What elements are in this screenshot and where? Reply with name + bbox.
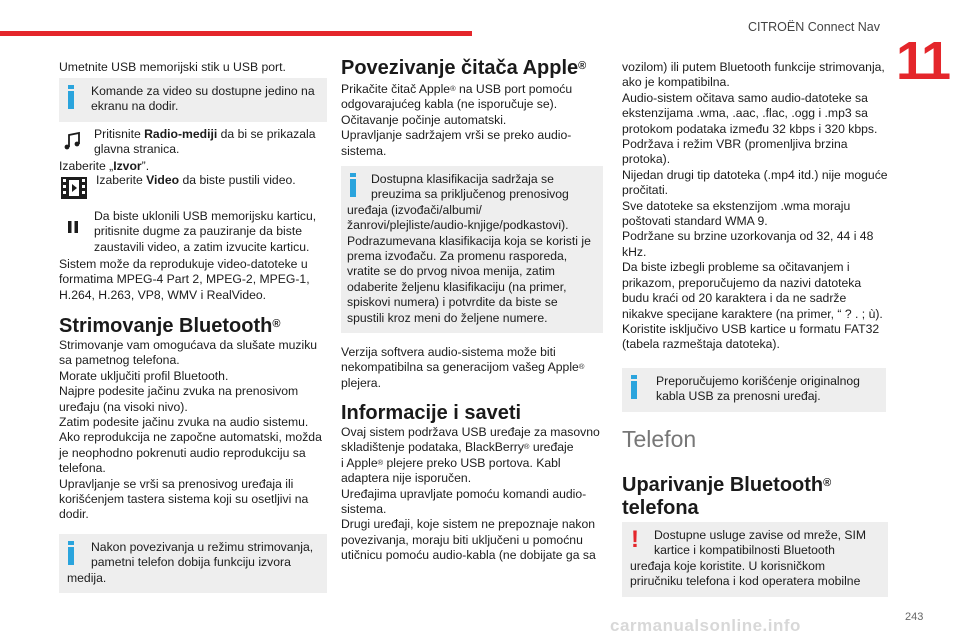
music-note-icon (59, 127, 87, 155)
apple-player-text: Prikačite čitač Apple® na USB port pomoću odgovarajućeg kabla (ne isporučuje se). Očitavanje počinje automatski. Upravljanje sadržajem vrši se preko audio-sistema. (341, 82, 573, 158)
info-note-streaming: Nakon povezivanja u režimu strimovanja, pametni telefon dobija funkciju izvora medija. (59, 534, 327, 593)
video-label: Video (146, 173, 180, 187)
info-icon (350, 173, 356, 197)
bluetooth-pairing-heading: Uparivanje Bluetooth® telefona (622, 474, 832, 519)
pause-instructions: Da biste uklonili USB memorijsku karticu, pritisnite dugme za pauziranje da biste zaustavili video, a zatim izvucite karticu. (94, 209, 317, 254)
chapter-number: 11 (896, 31, 950, 91)
info-tips-text: Ovaj sistem podržava USB uređaje za masovno skladištenje podataka, BlackBerry® uređaje i Apple® plejere preko USB portova. Kabl adaptera nije isporučen. Uređajima upravljate pomoću komandi audio-sistema. Drugi uređaji, koje sistem ne prepoznaje nakon povezivanja, moraju biti uključeni u pomoćnu utičnicu pomoću audio-kabla (ne dobijate ga sa (341, 425, 600, 563)
info-icon (631, 375, 637, 399)
film-icon (59, 173, 89, 203)
radio-media-step: Pritisnite Radio-mediji da bi se prikazala glavna stranica. (59, 127, 327, 158)
info-tips-heading: Informacije i saveti (341, 402, 522, 424)
info-icon (68, 85, 74, 109)
pause-icon (59, 213, 87, 241)
warning-note-services: ! Dostupne usluge zavise od mreže, SIM kartice i kompatibilnosti Bluetooth uređaja koje koristite. U korisničkom priručniku telefona i kod operatera mobilne (622, 522, 888, 597)
video-step: Izaberite Video da biste pustili video. (59, 173, 327, 203)
radio-mediji-label: Radio-mediji (144, 127, 218, 141)
page-number: 243 (905, 611, 924, 623)
header-red-bar (0, 31, 472, 36)
select-source-text: Izaberite „Izvor”. (59, 159, 150, 173)
watermark: carmanualsonline.info (610, 616, 801, 635)
bluetooth-streaming-text: Strimovanje vam omogućava da slušate muziku sa pametnog telefona. Morate uključiti profil Bluetooth. Najpre podesite jačinu zvuka na prenosivom uređaju (na visoki nivo). Zatim podesite jačinu zvuka na audio sistemu. Ako reprodukcija ne započne automatski, možda je neophodno pokrenuti audio reprodukciju sa telefona. Upravljanje se vrši sa prenosivog uređaja ili korišćenjem tastera sistema koji su osetljivi na dodir. (59, 338, 322, 522)
pause-step (59, 209, 327, 255)
info-icon (68, 541, 74, 565)
audio-formats-text: vozilom) ili putem Bluetooth funkcije strimovanja, ako je kompatibilna. Audio-sistem očitava samo audio-datoteke sa ekstenzijama .wma, .aac, .flac, .ogg i .mp3 sa protokom podataka između 32 kbps i 320 kbps. Podržava i režim VBR (promenljiva brzina protoka). Nijedan drugi tip datoteka (.mp4 itd.) nije moguće pročitati. Sve datoteke sa ekstenzijom .wma moraju poštovati standard WMA 9. Podržane su brzine uzorkovanja od 32, 44 i 48 kHz. Da biste izbegli probleme sa očitavanjem i prikazom, preporučujemo da nazivi datoteka budu kraći od 20 karaktera i da ne sadrže nikakve specijane karaktere (na primer, “ ? . ; ù). Koristite isključivo USB kartice u formatu FAT32 (tabela razmeštaja datoteka). (622, 60, 888, 352)
usb-insert-text: Umetnite USB memorijski stik u USB port. (59, 60, 286, 74)
apple-player-heading: Povezivanje čitača Apple® (341, 57, 587, 79)
info-note-classification: Dostupna klasifikacija sadržaja se preuzima sa priključenog prenosivog uređaja (izvođači/albumi/žanrovi/plejliste/audio-knjige/podkastovi). Podrazumevana klasifikacija koja se koristi je prema izvođaču. Za promenu rasporeda, vratite se do prvog nivoa menija, zatim odaberite željenu klasifikaciju (na primer, spiskovi numera) i potvrdite da biste se spustili kroz meni do željene numere. (341, 166, 603, 333)
info-note-text: Komande za video su dostupne jedino na ekranu na dodir. (91, 84, 315, 114)
warning-icon: ! (631, 526, 639, 553)
info-note-video (59, 78, 327, 122)
info-note-cable: Preporučujemo korišćenje originalnog kabla USB za prenosni uređaj. (622, 368, 886, 412)
video-formats-text: Sistem može da reprodukuje video-datoteke u formatima MPEG-4 Part 2, MPEG-2, MPEG-1, H.264, H.263, VP8, WMV i RealVideo. (59, 257, 310, 302)
telefon-heading: Telefon (622, 426, 697, 452)
bluetooth-streaming-heading: Strimovanje Bluetooth® (59, 315, 281, 337)
software-version-text: Verzija softvera audio-sistema može biti nekompatibilna sa generacijom vašeg Apple® plejera. (341, 345, 585, 390)
header-title: CITROËN Connect Nav (748, 20, 880, 34)
